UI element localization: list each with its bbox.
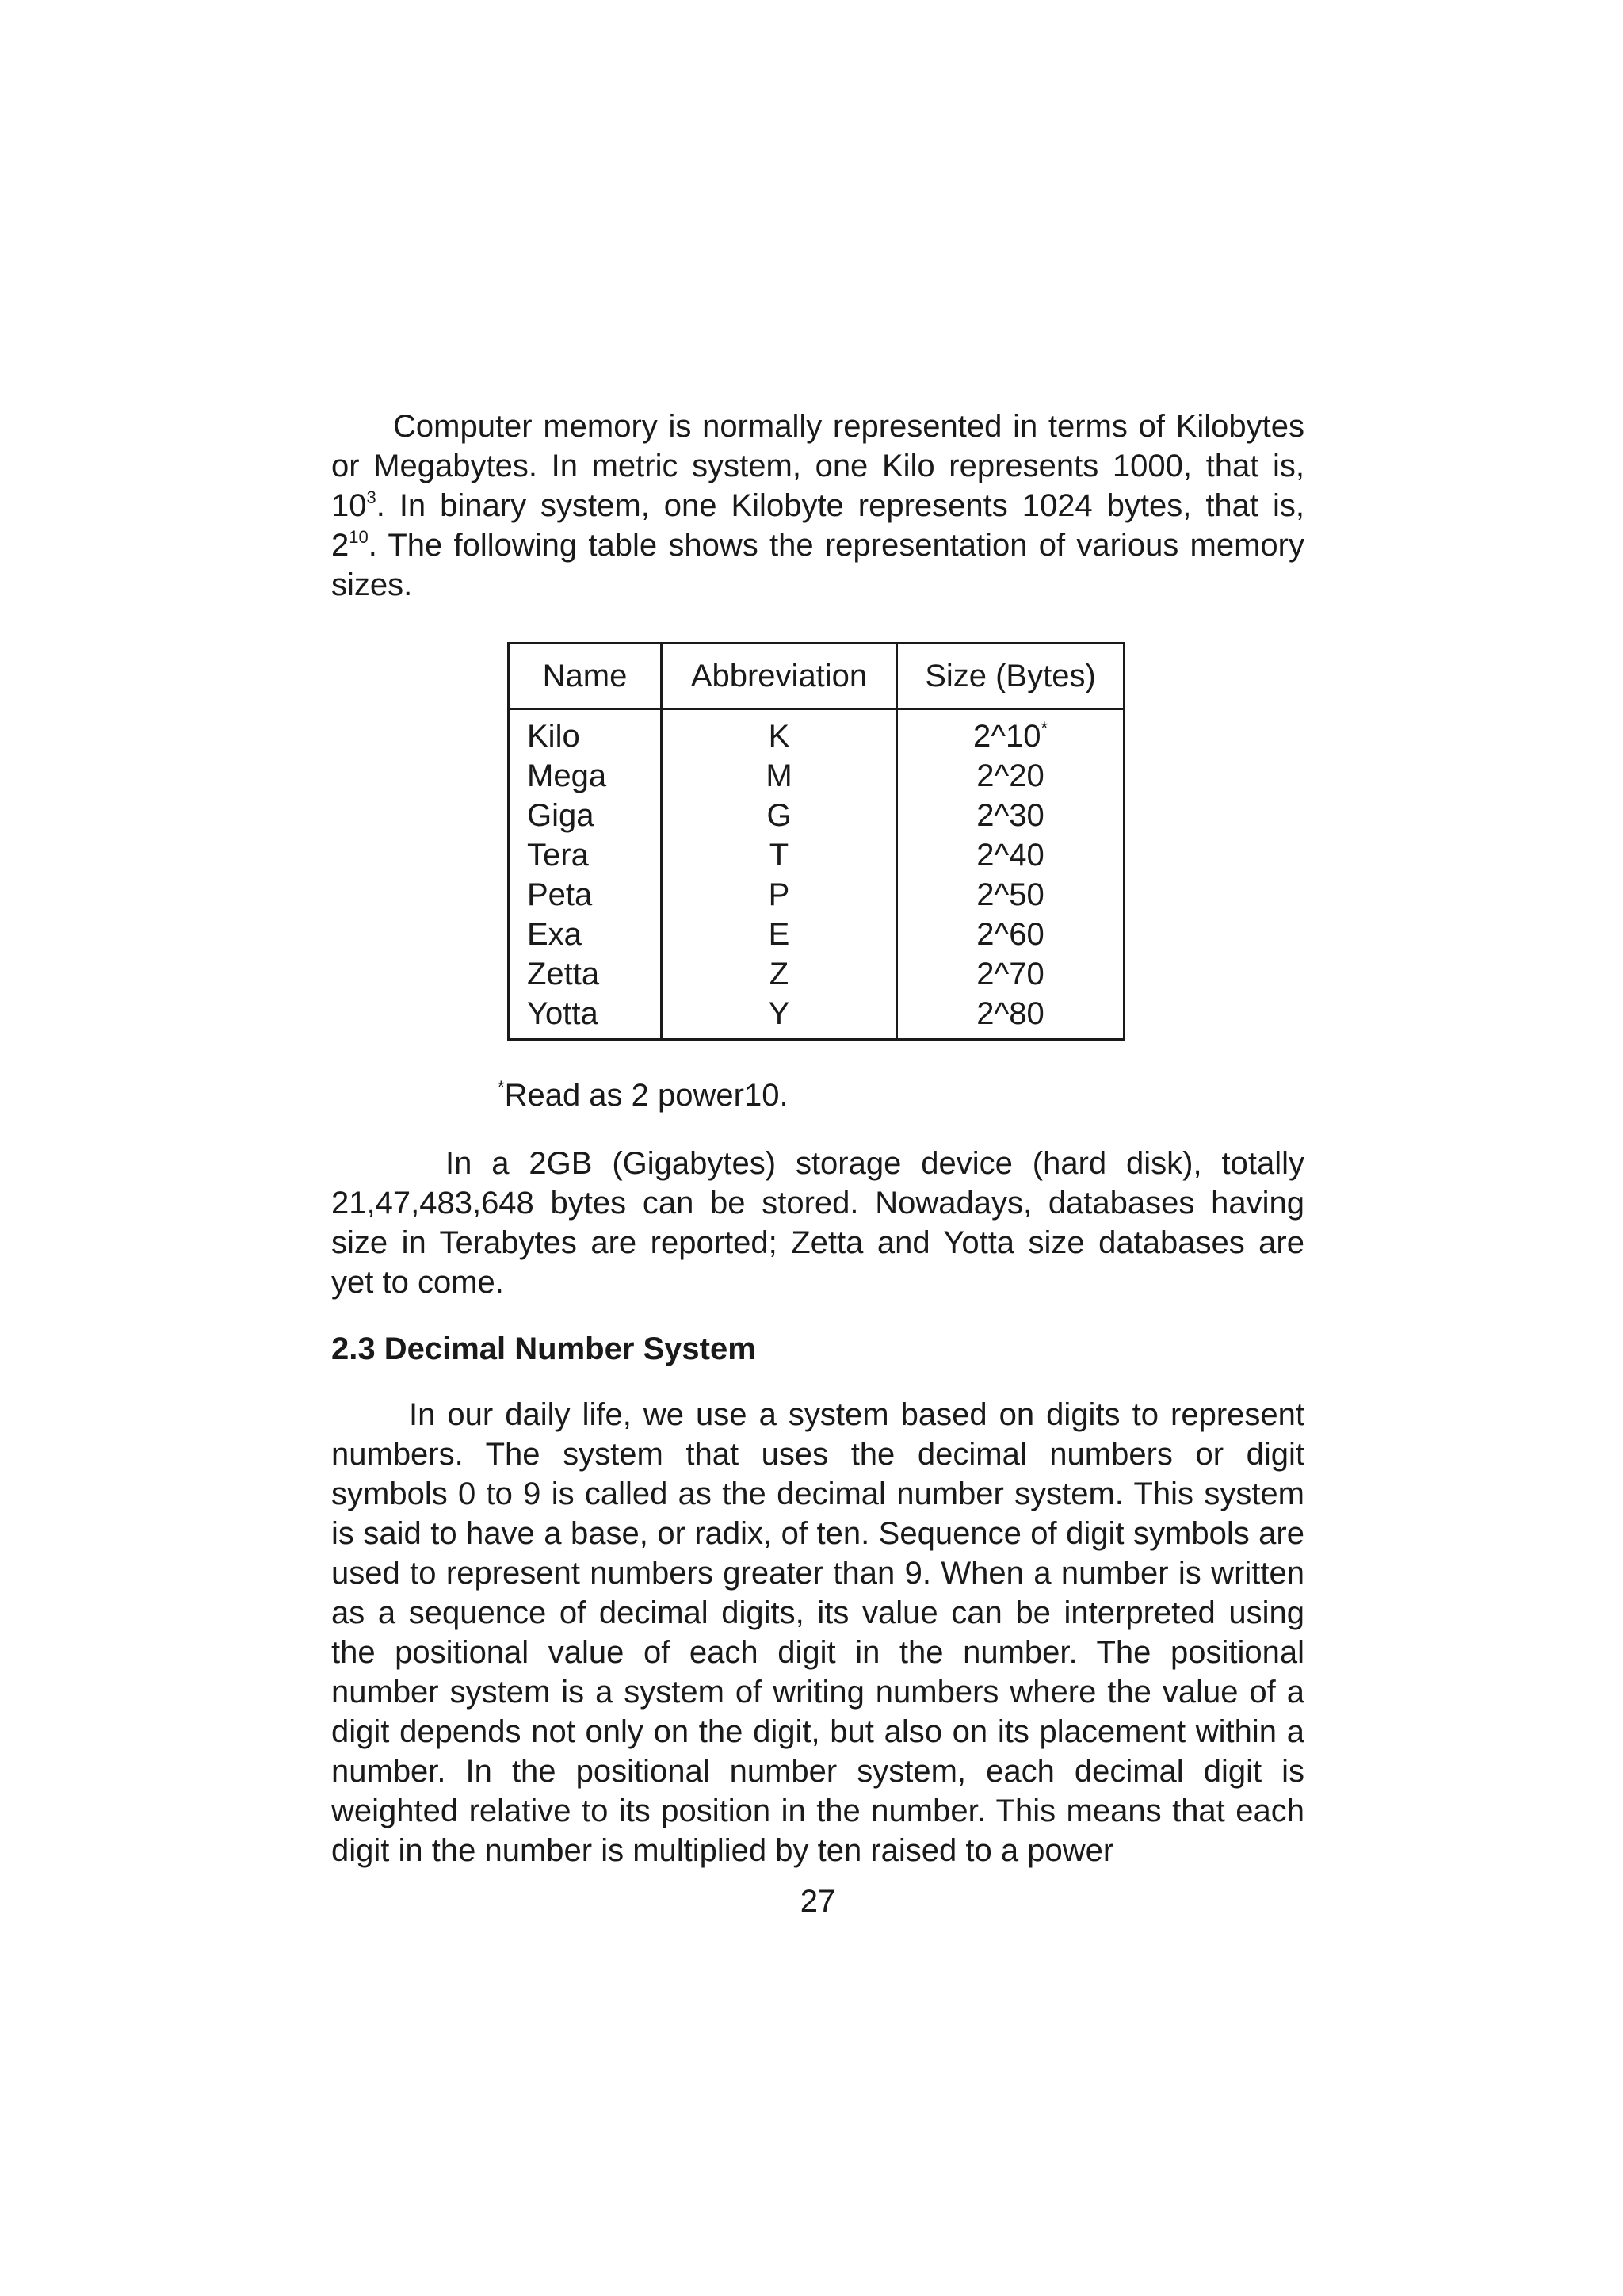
table-row: [509, 835, 1125, 875]
table-row: [509, 709, 1125, 757]
cell-size: 2^70: [897, 954, 1125, 994]
table-footnote: [498, 1075, 1304, 1115]
cell-name: Yotta: [527, 996, 598, 1031]
cell-abbreviation: P: [662, 875, 897, 915]
footnote-marker: *: [498, 1077, 505, 1097]
cell-size: [897, 709, 1125, 757]
intro-text-part-3: . The following table shows the representation of various memory sizes.: [331, 528, 1304, 602]
cell-name: Exa: [527, 917, 582, 952]
table-header-row: [509, 644, 1125, 709]
cell-abbreviation: K: [662, 709, 897, 757]
storage-paragraph: In a 2GB (Gigabytes) storage device (hard disk), totally 21,47,483,648 bytes can be stored. Nowadays, databases having size in Terabytes are reported; Zetta and Yotta size databases are yet to come.: [331, 1146, 1304, 1300]
intro-text-part-1: Computer memory is normally represented in terms of Kilobytes or Megabytes. In metric system, one Kilo represents 1000, that is, 10: [331, 409, 1304, 523]
memory-size-table: [507, 642, 1125, 1041]
footnote-marker: *: [1041, 718, 1048, 738]
table-row: [509, 954, 1125, 994]
cell-size: 2^40: [897, 835, 1125, 875]
cell-name: Kilo: [527, 719, 580, 754]
cell-size: 2^60: [897, 915, 1125, 954]
cell-abbreviation: E: [662, 915, 897, 954]
header-name: Name: [509, 644, 662, 709]
superscript-exponent-3: 3: [366, 487, 376, 507]
table-row: [509, 796, 1125, 835]
table-row: [509, 756, 1125, 796]
footnote-text: Read as 2 power10.: [504, 1078, 789, 1113]
table-row: [509, 994, 1125, 1040]
cell-abbreviation: Y: [662, 994, 897, 1040]
cell-name: Zetta: [527, 957, 600, 991]
cell-name: Tera: [527, 838, 589, 873]
cell-name: Giga: [527, 798, 594, 833]
cell-abbreviation: M: [662, 756, 897, 796]
page-number: 27: [800, 1884, 836, 1919]
document-page: [331, 407, 1304, 1921]
cell-abbreviation: G: [662, 796, 897, 835]
section-body-paragraph: In our daily life, we use a system based on digits to represent numbers. The system that uses the decimal numbers or digit symbols 0 to 9 is called as the decimal number system. This system is said to have a base, or radix, of ten. Sequence of digit symbols are used to represent numbers greater than 9. When a number is written as a sequence of decimal digits, its value can be interpreted using the positional value of each digit in the number. The positional number system is a system of writing numbers where the value of a digit depends not only on the digit, but also on its placement within a number. In the positional number system, each decimal digit is weighted relative to its position in the number. This means that each digit in the number is multiplied by ten raised to a power: [331, 1397, 1304, 1868]
cell-name: Mega: [527, 758, 607, 793]
intro-paragraph: [331, 407, 1304, 605]
header-abbreviation: Abbreviation: [662, 644, 897, 709]
superscript-exponent-10: 10: [349, 527, 369, 547]
cell-size: 2^30: [897, 796, 1125, 835]
cell-size: 2^50: [897, 875, 1125, 915]
header-size: Size (Bytes): [897, 644, 1125, 709]
cell-name: Peta: [527, 877, 593, 912]
cell-size: 2^80: [897, 994, 1125, 1040]
cell-size-value: 2^10: [972, 719, 1041, 754]
table-row: [509, 915, 1125, 954]
table-row: [509, 875, 1125, 915]
section-heading: 2.3 Decimal Number System: [331, 1331, 756, 1366]
cell-abbreviation: T: [662, 835, 897, 875]
cell-size: 2^20: [897, 756, 1125, 796]
cell-abbreviation: Z: [662, 954, 897, 994]
intro-text-part-2: . In binary system, one Kilobyte represents 1024 bytes, that is, 2: [331, 488, 1304, 563]
